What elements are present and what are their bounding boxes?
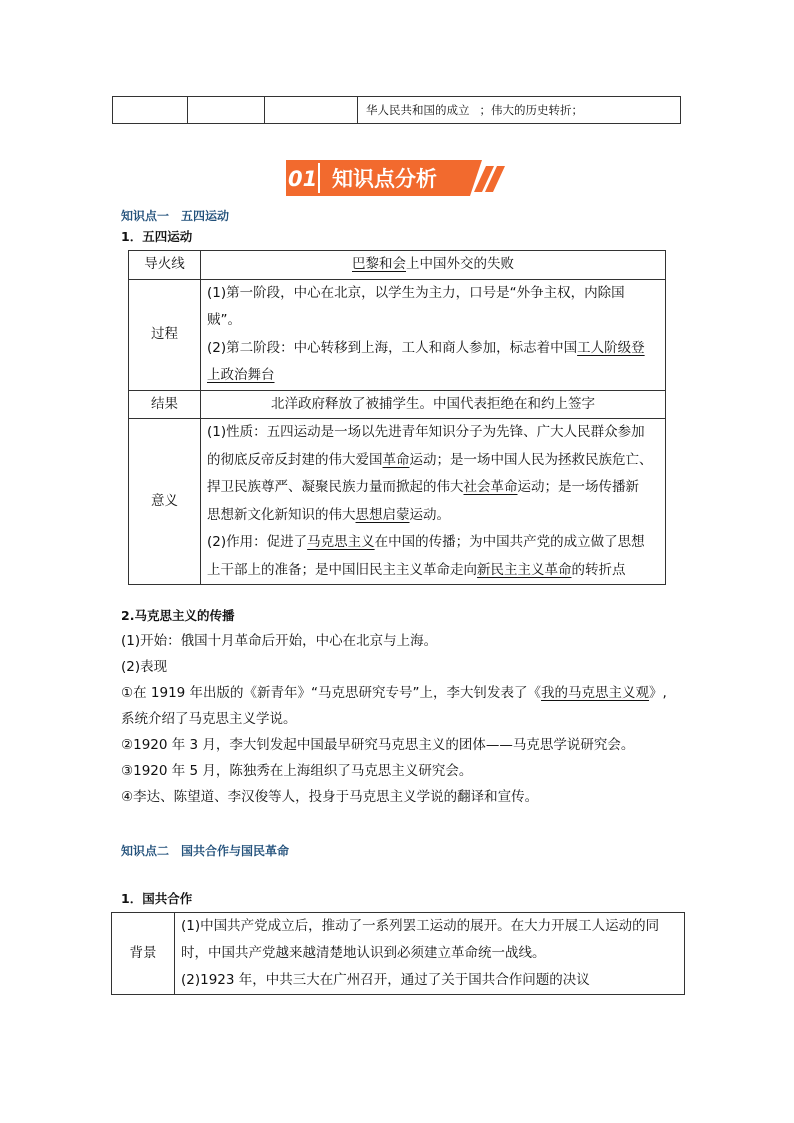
- table-row: [129, 390, 666, 419]
- significance-cell: (1)性质：五四运动是一场以先进青年知识分子为先锋、广大人民群众参加 的彻底反帝反封建的伟大爱国革命运动；是一场中国人民为拯救民族危亡、 捍卫民族尊严、凝聚民族力量而掀起的伟大社会革命运动；是一场传播新 思想新文化新知识的伟大思想启蒙运动。 (2)作用：促进了马克思主义在中国的传播；为中国共产党的成立做了思想 上干部上的准备；是中国旧民主主义革命走向新民主主义革命的转折点: [201, 419, 666, 585]
- table-row: [129, 419, 666, 585]
- subsection-title-cooperation: 1．国共合作: [121, 891, 193, 906]
- paragraph: 系统介绍了马克思主义学说。: [121, 711, 297, 727]
- table-row: [129, 279, 666, 390]
- section-banner: [286, 160, 511, 196]
- underline-term: 上政治舞台: [207, 367, 275, 383]
- banner-title: 知识点分析: [332, 167, 437, 191]
- marxism-paragraphs: [121, 628, 681, 810]
- table-row: [112, 913, 685, 995]
- paragraph: ④李达、陈望道、李汉俊等人，投身于马克思主义学说的翻译和宣传。: [121, 789, 539, 805]
- table-row: [129, 251, 666, 280]
- paragraph: (2)表现: [121, 659, 168, 675]
- underline-term: 马克思主义: [307, 534, 375, 550]
- banner-number: 01: [288, 167, 318, 191]
- paragraph: ②1920 年 3 月，李大钊发起中国最早研究马克思主义的团体——马克思学说研究会。: [121, 737, 635, 753]
- subsection-title-may-fourth: 1．五四运动: [121, 229, 193, 244]
- underline-term: 工人阶级登: [577, 339, 645, 356]
- underline-term: 革命: [382, 451, 410, 468]
- may-fourth-table: [128, 250, 666, 585]
- paragraph: (1)开始：俄国十月革命后开始，中心在北京与上海。: [121, 633, 438, 649]
- fragment-cell: [358, 97, 681, 124]
- fragment-text-1: 华人民共和国的成立: [366, 103, 470, 117]
- row-label-background: 背景: [112, 913, 175, 995]
- fragment-text-2: ；伟大的历史转折；: [479, 103, 583, 117]
- row-label-result: 结果: [129, 390, 201, 419]
- underline-term: 我的马克思主义观: [541, 685, 650, 701]
- empty-cell: [188, 97, 265, 124]
- underline-term: 思想启蒙: [355, 506, 410, 523]
- row-label-process: 过程: [129, 279, 201, 390]
- cooperation-table: [111, 912, 685, 995]
- section-title-2: 知识点二 国共合作与国民革命: [121, 844, 290, 858]
- underline-term: 巴黎和会: [352, 256, 406, 272]
- banner-graphic: [286, 160, 511, 196]
- section-title-1: 知识点一 五四运动: [121, 209, 230, 223]
- trigger-cell: 巴黎和会上中国外交的失败: [201, 251, 666, 280]
- background-cell: (1)中国共产党成立后，推动了一系列罢工运动的展开。在大力开展工人运动的同 时，中国共产党越来越清楚地认识到必须建立革命统一战线。 (2)1923 年，中共三大在广州召开，通过了关于国共合作问题的决议: [175, 913, 685, 995]
- subsection-title-marxism: 2.马克思主义的传播: [121, 608, 235, 623]
- banner-divider: [318, 163, 320, 193]
- underline-term: 新民主主义革命: [477, 561, 572, 578]
- empty-cell: [265, 97, 358, 124]
- paragraph: ①在 1919 年出版的《新青年》“马克思研究专号”上，李大钊发表了《我的马克思主义观》,: [121, 685, 667, 701]
- paragraph: ③1920 年 5 月，陈独秀在上海组织了马克思主义研究会。: [121, 763, 473, 779]
- underline-term: 社会革命: [463, 479, 518, 495]
- process-cell: (1)第一阶段，中心在北京，以学生为主力，口号是“外争主权，内除国 贼”。 (2)第二阶段：中心转移到上海，工人和商人参加，标志着中国工人阶级登 上政治舞台: [201, 279, 666, 390]
- previous-table-fragment: [112, 96, 681, 124]
- row-label-significance: 意义: [129, 419, 201, 585]
- result-cell: 北洋政府释放了被捕学生。中国代表拒绝在和约上签字: [201, 390, 666, 419]
- empty-cell: [113, 97, 188, 124]
- row-label-trigger: 导火线: [129, 251, 201, 280]
